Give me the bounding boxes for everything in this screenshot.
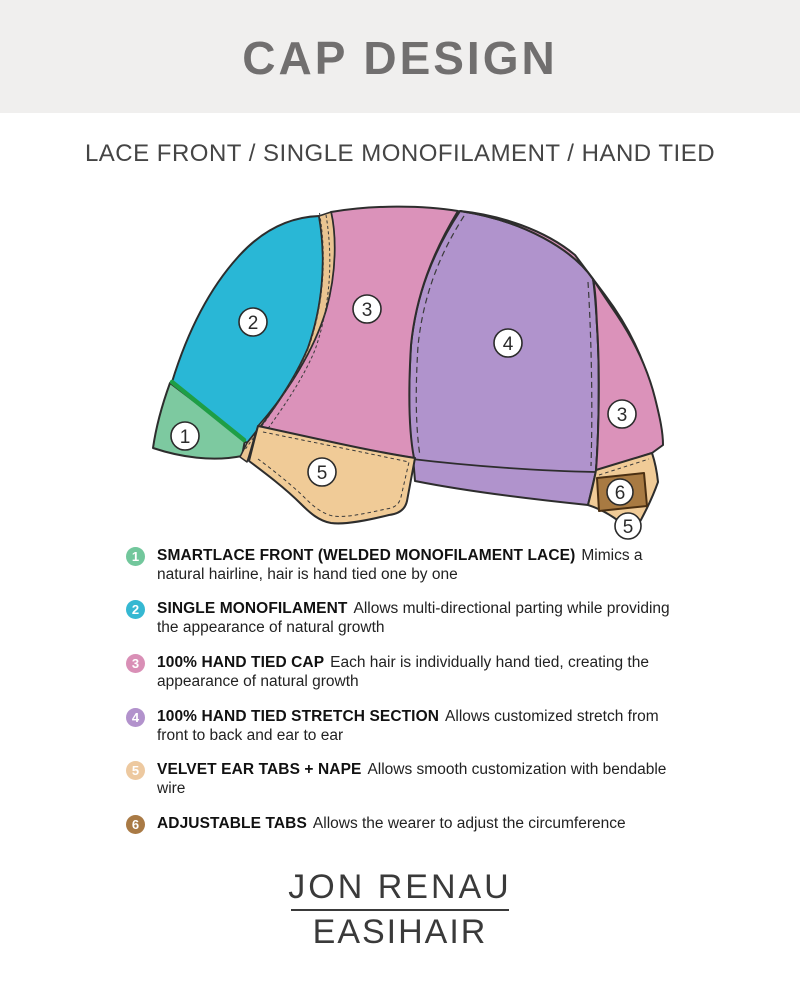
legend-desc-1: Mimics a natural hairline, hair is hand tied one by one [157,547,643,583]
callout-2-label: 2 [247,313,259,334]
callout-6-label: 6 [614,483,626,504]
callout-5-nape-label: 5 [622,517,634,538]
legend-desc-4: Allows customized stretch from front to back and ear to ear [157,708,659,744]
header-band [0,0,800,113]
callout-3-front [353,295,381,323]
legend-item-hand-tied-cap [126,653,677,691]
legend-item-stretch-section [126,707,677,745]
legend-text-6 [157,814,677,833]
legend-desc-5: Allows smooth customization with bendable wire [157,761,667,797]
callout-3-back [608,400,636,428]
legend-badge-1: 1 [126,547,145,566]
callout-6 [607,479,633,505]
legend-title-6: ADJUSTABLE TABS [157,815,307,832]
legend-title-1: SMARTLACE FRONT (WELDED MONOFILAMENT LACE) [157,547,576,564]
callout-2 [239,308,267,336]
callout-3-back-label: 3 [616,405,628,426]
legend-badge-6: 6 [126,815,145,834]
callout-1-label: 1 [179,427,191,448]
legend-title-4: 100% HAND TIED STRETCH SECTION [157,708,440,725]
callout-1 [171,422,199,450]
legend-text-2 [157,599,677,637]
legend-text-5 [157,760,677,798]
legend-item-adjustable-tabs [126,814,677,834]
legend-text-3 [157,653,677,691]
brand-name-bottom: EASIHAIR [312,913,488,951]
callout-4-label: 4 [502,334,514,355]
legend-badge-4: 4 [126,708,145,727]
legend-badge-5: 5 [126,761,145,780]
page-title: CAP DESIGN [242,32,558,84]
legend-item-smartlace-front [126,546,662,584]
legend-text-4 [157,707,677,745]
brand-divider [291,909,509,911]
brand-name-top: JON RENAU [288,868,512,906]
brand-logo [0,869,800,950]
legend-text-1 [157,546,662,584]
legend-desc-3: Each hair is individually hand tied, creating the appearance of natural growth [157,654,649,690]
region-hand-tied-cap-back-outline [593,279,663,471]
legend-desc-6: Allows the wearer to adjust the circumference [312,815,626,832]
legend-title-5: VELVET EAR TABS + NAPE [157,761,362,778]
legend-title-3: 100% HAND TIED CAP [157,654,325,671]
callout-5-ear-tab [308,458,336,486]
callout-3-front-label: 3 [361,300,373,321]
legend-item-velvet-ear-tabs [126,760,677,798]
cap-subtitle: LACE FRONT / SINGLE MONOFILAMENT / HAND TIED [84,140,716,167]
legend-item-single-monofilament [126,599,677,637]
callout-4 [494,329,522,357]
legend-title-2: SINGLE MONOFILAMENT [157,600,348,617]
legend-desc-2: Allows multi-directional parting while providing the appearance of natural growth [157,600,670,636]
callout-5-nape [615,513,641,539]
legend-badge-2: 2 [126,600,145,619]
legend-badge-3: 3 [126,654,145,673]
cap-diagram [130,190,690,550]
callout-5-ear-tab-label: 5 [316,463,328,484]
